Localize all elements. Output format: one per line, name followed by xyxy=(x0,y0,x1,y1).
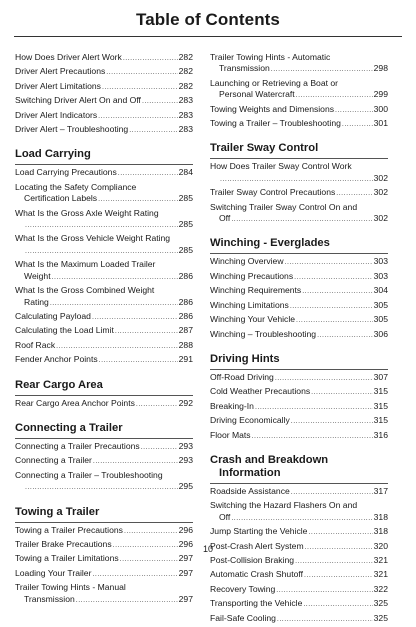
toc-entry[interactable] xyxy=(210,555,388,567)
toc-entry-title: Winching Your Vehicle xyxy=(210,314,296,325)
toc-entry[interactable] xyxy=(210,187,388,199)
section-heading xyxy=(210,237,388,250)
toc-entry-title: Off xyxy=(219,511,231,522)
toc-entry-title: Driver Alert Indicators xyxy=(15,109,98,120)
section-heading-text: Trailer Sway Control xyxy=(210,142,319,155)
dot-leader xyxy=(92,568,177,580)
toc-entry-page: 305 xyxy=(373,299,388,310)
toc-entry[interactable] xyxy=(210,104,388,116)
toc-section xyxy=(15,52,193,136)
toc-entry-page: 296 xyxy=(178,538,193,549)
toc-entry-page: 315 xyxy=(373,400,388,411)
toc-entry-title: Rating xyxy=(24,296,49,307)
toc-entry-title: Roof Rack xyxy=(15,339,56,350)
toc-entry-page: 288 xyxy=(178,339,193,350)
toc-entry-title: Jump Starting the Vehicle xyxy=(210,526,308,537)
toc-entry-page: 296 xyxy=(178,524,193,535)
toc-entry-title: What Is the Gross Axle Weight Rating xyxy=(15,207,159,218)
toc-entry-page: 306 xyxy=(373,328,388,339)
toc-entry[interactable] xyxy=(210,598,388,610)
toc-entry[interactable] xyxy=(210,300,388,312)
toc-entry[interactable] xyxy=(15,325,193,337)
toc-entry[interactable] xyxy=(210,430,388,442)
dot-leader xyxy=(231,213,372,225)
section-divider xyxy=(15,164,193,165)
dot-leader xyxy=(295,555,373,567)
toc-entry[interactable] xyxy=(210,415,388,427)
toc-entry-page: 283 xyxy=(178,109,193,120)
section-divider xyxy=(15,522,193,523)
toc-entry[interactable] xyxy=(15,340,193,352)
toc-entry-title: Post-Crash Alert System xyxy=(210,540,304,551)
dot-leader xyxy=(120,553,178,565)
toc-entry-page: 315 xyxy=(373,415,388,426)
dot-leader xyxy=(317,329,373,341)
toc-entry-title: How Does Trailer Sway Control Work xyxy=(210,161,352,172)
toc-section xyxy=(15,379,193,410)
toc-entry-title: Trailer Towing Hints - Automatic xyxy=(210,52,331,62)
toc-entry[interactable] xyxy=(15,124,193,136)
right-column xyxy=(210,52,388,627)
toc-entry-page: 297 xyxy=(178,553,193,564)
dot-leader xyxy=(136,398,178,410)
toc-entry[interactable] xyxy=(15,441,193,453)
section-heading-text: Driving Hints xyxy=(210,352,280,365)
toc-entry[interactable] xyxy=(15,568,193,580)
toc-section xyxy=(15,506,193,606)
toc-entry[interactable] xyxy=(210,329,388,341)
toc-entry-title: Winching Requirements xyxy=(210,285,302,296)
toc-entry-title: How Does Driver Alert Work xyxy=(15,52,122,62)
dot-leader xyxy=(304,569,373,581)
toc-entry-title: Automatic Crash Shutoff xyxy=(210,569,303,580)
toc-entry-title: Breaking-In xyxy=(210,400,254,411)
toc-entry-title: Loading Your Trailer xyxy=(15,567,92,578)
toc-entry-title: Calculating Payload xyxy=(15,310,91,321)
dot-leader xyxy=(25,245,178,257)
section-divider xyxy=(210,253,388,254)
dot-leader xyxy=(93,455,178,467)
toc-entry[interactable] xyxy=(15,455,193,467)
dot-leader xyxy=(129,124,177,136)
toc-entry-title: Floor Mats xyxy=(210,429,251,440)
toc-entry-page: 293 xyxy=(178,440,193,451)
toc-entry-title: Off-Road Driving xyxy=(210,371,274,382)
toc-entry[interactable] xyxy=(15,285,193,309)
left-column xyxy=(15,52,193,608)
toc-entry-title: Driver Alert – Troubleshooting xyxy=(15,124,129,135)
toc-entry[interactable] xyxy=(210,271,388,283)
toc-entry-title: Cold Weather Precautions xyxy=(210,386,311,397)
toc-entry-page: 302 xyxy=(373,187,388,198)
toc-section xyxy=(210,52,388,130)
toc-entry-page: 318 xyxy=(373,526,388,537)
dot-leader xyxy=(220,173,373,185)
dot-leader xyxy=(92,311,178,323)
toc-entry-page: 307 xyxy=(373,371,388,382)
toc-entry[interactable] xyxy=(210,52,388,76)
toc-entry-page: 283 xyxy=(178,95,193,106)
section-heading-text: Load Carrying xyxy=(15,148,91,161)
toc-entry-page: 322 xyxy=(373,583,388,594)
toc-entry[interactable] xyxy=(210,118,388,130)
toc-entry-page: 317 xyxy=(373,485,388,496)
dot-leader xyxy=(98,193,178,205)
dot-leader xyxy=(106,66,177,78)
toc-entry-title: Towing Weights and Dimensions xyxy=(210,103,335,114)
dot-leader xyxy=(335,104,373,116)
toc-entry-page: 297 xyxy=(178,593,193,604)
toc-entry-title: Winching Precautions xyxy=(210,270,294,281)
toc-entry-page: 287 xyxy=(178,325,193,336)
toc-entry[interactable] xyxy=(15,167,193,179)
toc-entry[interactable] xyxy=(210,202,388,226)
toc-entry[interactable] xyxy=(15,398,193,410)
toc-entry-title: Certification Labels xyxy=(24,193,98,204)
toc-entry-page: 325 xyxy=(373,612,388,623)
dot-leader xyxy=(311,386,373,398)
toc-entry-page: 286 xyxy=(178,310,193,321)
toc-entry[interactable] xyxy=(210,386,388,398)
toc-entry-page: 292 xyxy=(178,397,193,408)
toc-entry-title: Personal Watercraft xyxy=(219,89,295,100)
toc-entry[interactable] xyxy=(210,569,388,581)
dot-leader xyxy=(231,512,372,524)
section-heading xyxy=(210,142,388,155)
dot-leader xyxy=(294,271,373,283)
dot-leader xyxy=(303,598,372,610)
toc-entry-title: Switching Driver Alert On and Off xyxy=(15,95,141,106)
toc-entry[interactable] xyxy=(210,401,388,413)
toc-entry-page: 299 xyxy=(373,89,388,100)
toc-entry-title: Connecting a Trailer – Troubleshooting xyxy=(15,469,163,480)
toc-entry[interactable] xyxy=(15,182,193,206)
toc-entry[interactable] xyxy=(15,233,193,257)
toc-entry-page: 285 xyxy=(178,219,193,230)
toc-entry[interactable] xyxy=(15,311,193,323)
dot-leader xyxy=(291,415,373,427)
toc-entry-page: 282 xyxy=(178,66,193,77)
toc-entry-title: Recovery Towing xyxy=(210,583,276,594)
toc-entry-title: Transmission xyxy=(24,593,75,604)
dot-leader xyxy=(285,256,373,268)
toc-entry[interactable] xyxy=(15,81,193,93)
toc-entry-title: Off xyxy=(219,213,231,224)
toc-entry-page: 304 xyxy=(373,285,388,296)
section-divider xyxy=(210,483,388,484)
toc-entry-title: Trailer Towing Hints - Manual xyxy=(15,582,126,593)
section-heading xyxy=(15,506,193,519)
toc-entry-title: Towing a Trailer Limitations xyxy=(15,553,119,564)
toc-entry[interactable] xyxy=(210,500,388,524)
section-heading xyxy=(15,148,193,161)
toc-entry[interactable] xyxy=(15,470,193,494)
toc-entry-page: 285 xyxy=(178,244,193,255)
section-divider xyxy=(15,438,193,439)
toc-entry[interactable] xyxy=(15,208,193,232)
toc-section xyxy=(15,422,193,494)
dot-leader xyxy=(25,219,178,231)
dot-leader xyxy=(123,52,178,64)
toc-entry-title: Trailer Brake Precautions xyxy=(15,538,112,549)
page-title: Table of Contents xyxy=(136,10,280,29)
toc-entry-title: Switching Trailer Sway Control On and xyxy=(210,201,358,212)
title-divider xyxy=(14,36,402,37)
toc-entry-title: Driver Alert Precautions xyxy=(15,66,106,77)
toc-entry-page: 301 xyxy=(373,118,388,129)
dot-leader xyxy=(56,340,178,352)
dot-leader xyxy=(277,613,373,625)
toc-entry-page: 285 xyxy=(178,193,193,204)
dot-leader xyxy=(342,118,373,130)
toc-entry-page: 298 xyxy=(373,63,388,74)
dot-leader xyxy=(296,89,373,101)
toc-entry[interactable] xyxy=(15,354,193,366)
toc-entry-page: 315 xyxy=(373,386,388,397)
toc-section xyxy=(210,142,388,225)
dot-leader xyxy=(115,325,178,337)
toc-entry-page: 325 xyxy=(373,598,388,609)
toc-entry-title: What Is the Gross Combined Weight xyxy=(15,285,155,296)
toc-entry[interactable] xyxy=(15,66,193,78)
toc-entry-title: Driving Economically xyxy=(210,415,290,426)
toc-entry-page: 303 xyxy=(373,256,388,267)
section-heading xyxy=(15,379,193,392)
toc-entry-page: 318 xyxy=(373,511,388,522)
toc-entry-title: What Is the Gross Vehicle Weight Rating xyxy=(15,233,171,244)
dot-leader xyxy=(124,525,178,537)
toc-entry-title: Fail-Safe Cooling xyxy=(210,612,276,623)
section-divider xyxy=(210,158,388,159)
toc-entry[interactable] xyxy=(210,486,388,498)
toc-entry[interactable] xyxy=(15,52,193,64)
dot-leader xyxy=(25,481,178,493)
toc-section xyxy=(210,454,388,625)
toc-entry-title: Driver Alert Limitations xyxy=(15,80,101,91)
dot-leader xyxy=(271,63,373,75)
toc-entry-title: Launching or Retrieving a Boat or xyxy=(210,77,339,88)
dot-leader xyxy=(102,81,178,93)
toc-entry-page: 303 xyxy=(373,270,388,281)
section-heading xyxy=(15,422,193,435)
toc-entry-page: 286 xyxy=(178,270,193,281)
section-heading-text: Crash and Breakdown xyxy=(210,453,329,466)
toc-entry[interactable] xyxy=(15,553,193,565)
dot-leader xyxy=(141,441,178,453)
dot-leader xyxy=(99,354,178,366)
section-heading-text: Towing a Trailer xyxy=(15,505,100,518)
toc-entry[interactable] xyxy=(210,613,388,625)
dot-leader xyxy=(142,95,178,107)
dot-leader xyxy=(308,526,372,538)
toc-entry[interactable] xyxy=(15,110,193,122)
toc-entry-page: 293 xyxy=(178,455,193,466)
toc-entry[interactable] xyxy=(210,285,388,297)
toc-entry-title: Towing a Trailer – Troubleshooting xyxy=(210,118,341,129)
toc-entry-page: 291 xyxy=(178,354,193,365)
dot-leader xyxy=(276,584,372,596)
toc-section xyxy=(210,353,388,442)
section-heading-text: Rear Cargo Area xyxy=(15,378,103,391)
toc-entry-page: 297 xyxy=(178,567,193,578)
toc-entry[interactable] xyxy=(15,259,193,283)
toc-entry-page: 286 xyxy=(178,296,193,307)
dot-leader xyxy=(336,187,372,199)
toc-entry-title: Trailer Sway Control Precautions xyxy=(210,187,336,198)
toc-entry-page: 282 xyxy=(178,52,193,62)
dot-leader xyxy=(296,314,373,326)
toc-entry-page: 305 xyxy=(373,314,388,325)
toc-entry-title: Rear Cargo Area Anchor Points xyxy=(15,397,135,408)
toc-entry[interactable] xyxy=(15,525,193,537)
toc-entry-title: What Is the Maximum Loaded Trailer xyxy=(15,259,156,270)
dot-leader xyxy=(118,167,178,179)
toc-entry-page: 316 xyxy=(373,429,388,440)
toc-entry[interactable] xyxy=(210,78,388,102)
dot-leader xyxy=(52,271,178,283)
toc-entry[interactable] xyxy=(210,314,388,326)
toc-entry-page: 295 xyxy=(178,481,193,492)
dot-leader xyxy=(275,372,373,384)
toc-entry-title: Transmission xyxy=(219,63,270,74)
section-heading xyxy=(210,454,388,480)
toc-entry-title: Transporting the Vehicle xyxy=(210,598,303,609)
dot-leader xyxy=(302,285,372,297)
section-heading xyxy=(210,353,388,366)
toc-entry[interactable] xyxy=(210,161,388,185)
toc-entry[interactable] xyxy=(210,256,388,268)
section-heading-text: Information xyxy=(219,466,281,479)
toc-entry-page: 284 xyxy=(178,167,193,178)
dot-leader xyxy=(255,401,373,413)
toc-section xyxy=(15,148,193,366)
dot-leader xyxy=(50,297,178,309)
toc-entry-title: Load Carrying Precautions xyxy=(15,167,117,178)
toc-entry-page: 320 xyxy=(373,540,388,551)
dot-leader xyxy=(76,594,178,606)
toc-entry-title: Calculating the Load Limit xyxy=(15,325,114,336)
toc-entry-page: 300 xyxy=(373,103,388,114)
toc-entry-title: Roadside Assistance xyxy=(210,485,290,496)
toc-entry[interactable] xyxy=(15,582,193,606)
toc-entry[interactable] xyxy=(210,372,388,384)
toc-entry-title: Fender Anchor Points xyxy=(15,354,98,365)
toc-entry-title: Winching Overview xyxy=(210,256,284,267)
toc-entry-title: Switching the Hazard Flashers On and xyxy=(210,500,358,511)
section-divider xyxy=(15,395,193,396)
section-heading-text: Connecting a Trailer xyxy=(15,421,123,434)
dot-leader xyxy=(290,300,373,312)
toc-entry-title: Post-Collision Braking xyxy=(210,554,295,565)
toc-entry-page: 321 xyxy=(373,554,388,565)
toc-entry-page: 302 xyxy=(373,172,388,183)
toc-section xyxy=(210,237,388,340)
toc-entry-page: 283 xyxy=(178,124,193,135)
toc-entry-title: Locating the Safety Compliance xyxy=(15,181,137,192)
dot-leader xyxy=(98,110,178,122)
toc-entry-title: Winching Limitations xyxy=(210,299,289,310)
toc-entry-page: 282 xyxy=(178,80,193,91)
dot-leader xyxy=(252,430,373,442)
section-divider xyxy=(210,369,388,370)
toc-entry-title: Towing a Trailer Precautions xyxy=(15,524,123,535)
dot-leader xyxy=(291,486,373,498)
toc-entry-title: Connecting a Trailer xyxy=(15,455,92,466)
toc-entry-title: Connecting a Trailer Precautions xyxy=(15,440,140,451)
toc-entry-title: Weight xyxy=(24,270,51,281)
toc-entry-page: 302 xyxy=(373,213,388,224)
toc-entry-page: 321 xyxy=(373,569,388,580)
toc-entry-title: Winching – Troubleshooting xyxy=(210,328,317,339)
toc-entry[interactable] xyxy=(15,95,193,107)
toc-entry[interactable] xyxy=(210,584,388,596)
toc-entry[interactable] xyxy=(210,526,388,538)
page-number: 10 xyxy=(202,544,213,554)
section-heading-text: Winching - Everglades xyxy=(210,237,330,250)
